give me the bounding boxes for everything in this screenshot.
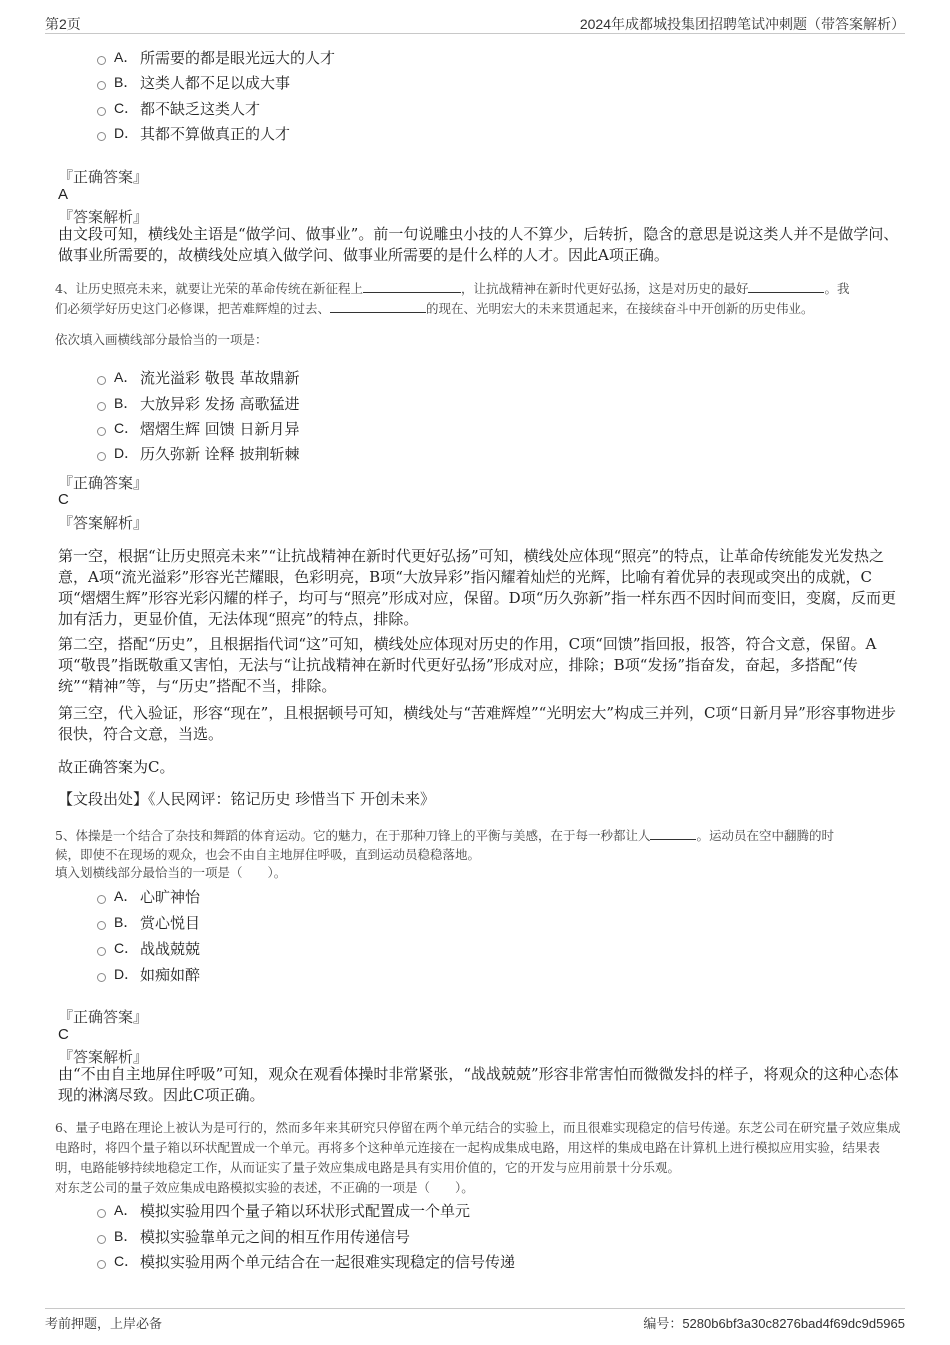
radio-icon[interactable] <box>97 402 106 411</box>
q3-answer-label: 『正确答案』 <box>58 168 149 186</box>
q4-option-a[interactable]: A． 流光溢彩 敬畏 革故鼎新 <box>97 366 300 388</box>
q4-answer-label: 『正确答案』 <box>58 474 149 492</box>
q3-analysis-label: 『答案解析』 <box>58 208 149 226</box>
q4-analysis-p1: 第一空，根据“让历史照亮未来”“让抗战精神在新时代更好弘扬”可知，横线处应体现“照亮”的特点，让革命传统能发光发热之意，A项“流光溢彩”形容光芒耀眼，色彩明亮，B项“大放异彩”指闪耀着灿烂的光辉，比喻有着优异的表现或突出的成就，C项“熠熠生辉”形容光彩闪耀的样子，均可与“照亮”形成对应，保留。D项“历久弥新”指一样东西不因时间而变旧，变腐，反而更加有活力，更显价值，无法体现“照亮”的特点，排除。 <box>58 547 897 628</box>
q5-stem-line2: 候，即使不在现场的观众，也会不由自主地屏住呼吸，直到运动员稳稳落地。 <box>55 847 481 862</box>
q4-prompt: 依次填入画横线部分最恰当的一项是： <box>55 332 268 347</box>
q5-analysis: 由“不由自主地屏住呼吸”可知，观众在观看体操时非常紧张，“战战兢兢”形容非常害怕而微微发抖的样子，将观众的这种心态体现的淋漓尽致。因此C项正确。 <box>58 1065 899 1104</box>
q5-analysis-label: 『答案解析』 <box>58 1048 149 1066</box>
q3-option-b[interactable]: B． 这类人都不足以成大事 <box>97 71 290 93</box>
footer-code: 编号：5280b6bf3a30c8276bad4f69dc9d5965 <box>643 1316 905 1332</box>
q4-option-c[interactable]: C． 熠熠生辉 回馈 日新月异 <box>97 417 300 439</box>
q5-answer: C <box>58 1026 69 1043</box>
radio-icon[interactable] <box>97 947 106 956</box>
q6-option-b[interactable]: B． 模拟实验靠单元之间的相互作用传递信号 <box>97 1225 410 1247</box>
q4-option-b[interactable]: B． 大放异彩 发扬 高歌猛进 <box>97 392 300 414</box>
q4-analysis-p2: 第二空，搭配“历史”，且根据指代词“这”可知，横线处应体现对历史的作用，C项“回馈”指回报，报答，符合文意，保留。A项“敬畏”指既敬重又害怕，无法与“让抗战精神在新时代更好弘扬”形成对应，排除；B项“发扬”指奋发，奋起，多搭配“传统”“精神”等，与“历史”搭配不当，排除。 <box>58 635 877 695</box>
q4-analysis-p4: 故正确答案为C。 <box>58 758 175 776</box>
q6-prompt: 对东芝公司的量子效应集成电路模拟实验的表述，不正确的一项是（ ）。 <box>55 1180 474 1195</box>
radio-icon[interactable] <box>97 1260 106 1269</box>
q3-answer: A <box>58 186 69 203</box>
radio-icon[interactable] <box>97 1209 106 1218</box>
q3-option-d[interactable]: D． 其都不算做真正的人才 <box>97 122 290 144</box>
q4-answer: C <box>58 491 69 508</box>
q3-option-c[interactable]: C． 都不缺乏这类人才 <box>97 97 260 119</box>
page-number: 第2页 <box>45 16 81 32</box>
q6-option-c[interactable]: C． 模拟实验用两个单元结合在一起很难实现稳定的信号传递 <box>97 1250 515 1272</box>
q4-option-d[interactable]: D． 历久弥新 诠释 披荆斩棘 <box>97 442 300 464</box>
footer-slogan: 考前押题，上岸必备 <box>45 1317 163 1332</box>
q4-stem-line2: 们必须学好历史这门必修课，把苦难辉煌的过去、 的现在、光明宏大的未来贯通起来，在接续奋斗中开创新的历史伟业。 <box>55 298 903 319</box>
q4-stem-line1: 4、让历史照亮未来，就要让光荣的革命传统在新征程上 ，让抗战精神在新时代更好弘扬，这是对历史的最好 。我 <box>55 278 903 299</box>
radio-icon[interactable] <box>97 921 106 930</box>
q6-stem: 6、量子电路在理论上被认为是可行的，然而多年来其研究只停留在两个单元结合的实验上，而且很难实现稳定的信号传递。东芝公司在研究量子效应集成电路时，将四个量子箱以环状配置成一个单元。再将多个这种单元连接在一起构成集成电路，用这样的集成电路在计算机上进行模拟应用实验，结果表明，电路能够持续地稳定工作，从而证实了量子效应集成电路是具有实用价值的，它的开发与应用前景十分乐观。 <box>55 1120 901 1175</box>
header-divider <box>45 33 905 34</box>
q3-option-a[interactable]: A． 所需要的都是眼光远大的人才 <box>97 46 335 68</box>
radio-icon[interactable] <box>97 132 106 141</box>
q6-option-a[interactable]: A． 模拟实验用四个量子箱以环状形式配置成一个单元 <box>97 1199 470 1221</box>
radio-icon[interactable] <box>97 427 106 436</box>
q5-option-a[interactable]: A． 心旷神怡 <box>97 885 200 907</box>
q5-stem-line1: 5、体操是一个结合了杂技和舞蹈的体育运动。它的魅力，在于那种刀锋上的平衡与美感，在于每一秒都让人 。运动员在空中翻腾的时 <box>55 825 903 846</box>
footer-divider <box>45 1308 905 1309</box>
radio-icon[interactable] <box>97 895 106 904</box>
q5-option-d[interactable]: D． 如痴如醉 <box>97 963 200 985</box>
radio-icon[interactable] <box>97 452 106 461</box>
q4-analysis-label: 『答案解析』 <box>58 514 149 532</box>
radio-icon[interactable] <box>97 376 106 385</box>
radio-icon[interactable] <box>97 1235 106 1244</box>
q4-source: 【文段出处】《人民网评：铭记历史 珍惜当下 开创未来》 <box>58 790 436 808</box>
radio-icon[interactable] <box>97 56 106 65</box>
q5-answer-label: 『正确答案』 <box>58 1008 149 1026</box>
radio-icon[interactable] <box>97 107 106 116</box>
radio-icon[interactable] <box>97 81 106 90</box>
document-title: 2024年成都城投集团招聘笔试冲刺题（带答案解析） <box>579 16 905 32</box>
q3-analysis: 由文段可知，横线处主语是“做学问、做事业”。前一句说雕虫小技的人不算少，后转折，隐含的意思是说这类人并不是做学问、做事业所需要的，故横线处应填入做学问、做事业所需要的是什么样的人才。因此A项正确。 <box>58 225 899 264</box>
q5-option-c[interactable]: C． 战战兢兢 <box>97 937 200 959</box>
q5-prompt: 填入划横线部分最恰当的一项是（ ）。 <box>55 865 287 880</box>
q5-option-b[interactable]: B． 赏心悦目 <box>97 911 200 933</box>
q4-analysis-p3: 第三空，代入验证，形容“现在”，且根据顿号可知，横线处与“苦难辉煌”“光明宏大”构成三并列，C项“日新月异”形容事物进步很快，符合文意，当选。 <box>58 704 896 743</box>
radio-icon[interactable] <box>97 973 106 982</box>
